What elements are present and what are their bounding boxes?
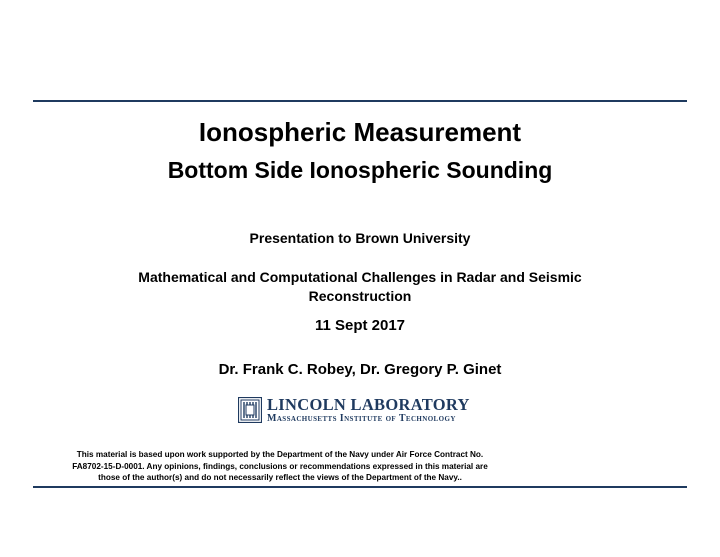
authors: Dr. Frank C. Robey, Dr. Gregory P. Ginet: [218, 361, 502, 378]
lincoln-lab-emblem-icon: [238, 397, 262, 423]
bottom-divider: [33, 486, 687, 488]
logo-line2: Massachusetts Institute of Technology: [267, 413, 456, 424]
logo-line1: LINCOLN LABORATORY: [267, 395, 470, 414]
disclaimer-line: those of the author(s) and do not necessarily reflect the views of the Department of the Navy..: [98, 473, 462, 482]
disclaimer-line: This material is based upon work supported by the Department of the Navy under Air Force Contract No.: [76, 450, 484, 459]
presentation-date: 11 Sept 2017: [314, 317, 406, 334]
slide-title: Ionospheric Measurement: [198, 117, 522, 147]
presentation-venue: Presentation to Brown University: [249, 230, 471, 246]
disclaimer-line: FA8702-15-D-0001. Any opinions, findings, conclusions or recommendations expressed in this material are: [72, 461, 488, 471]
funding-disclaimer: [30, 449, 530, 484]
lincoln-laboratory-logo: [238, 396, 488, 426]
slide-subtitle: Bottom Side Ionospheric Sounding: [167, 157, 553, 183]
workshop-title: Mathematical and Computational Challenges in Radar and Seismic Reconstruction: [138, 269, 582, 304]
top-divider: [33, 100, 687, 102]
